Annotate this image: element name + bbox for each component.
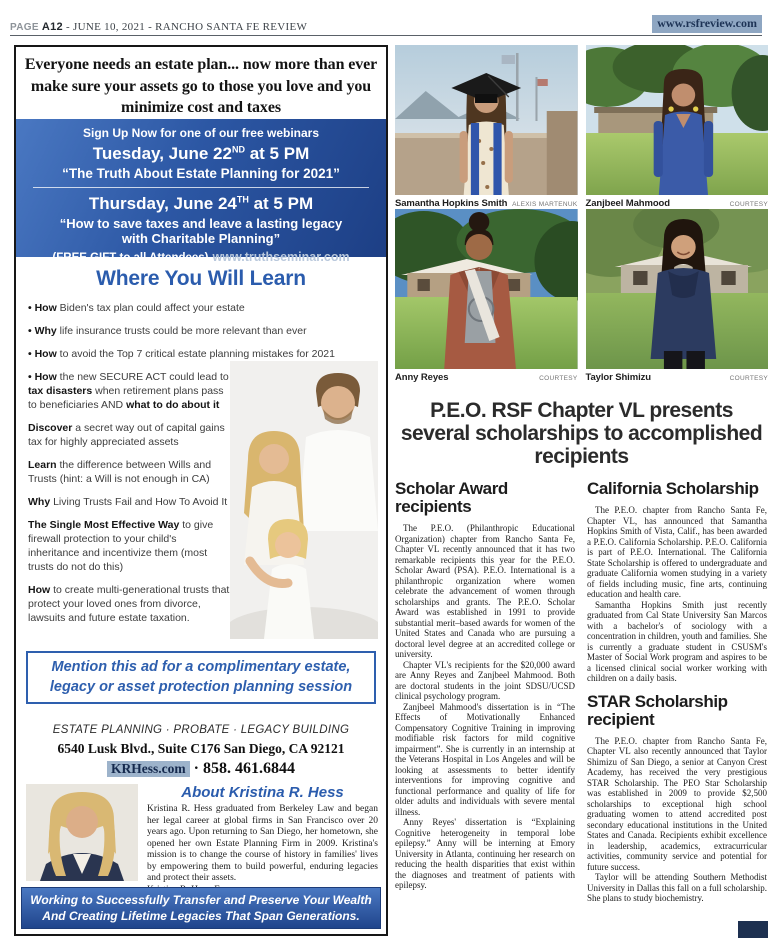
article-paragraph: The P.E.O. (Philanthropic Educational Organization) chapter from Rancho Santa Fe, Chapter VL recently announced that it has two remarkable recipients this year for the P.E.O. Scholar Award (PSA). P.E.O. International is a philanthropic organization where women celebrate the advancement of women through scholarships and grants. The P.E.O. Scholar Award was established in 1991 to provide substantial merit–based awards for women of the United States and Canada who are pursuing a doctoral level degree at an accredited college or university. <box>395 523 575 659</box>
webinar-website-link[interactable]: www.truthseminar.com <box>212 250 350 264</box>
photo-credit: COURTESY <box>729 201 768 208</box>
page-number: A12 <box>41 21 63 33</box>
webinar-box <box>16 119 386 264</box>
learn-bullet: • How the new SECURE ACT could lead to tax disasters when retirement plans pass to beneficiaries AND what to do about it <box>28 371 229 411</box>
photo-name: Zanjbeel Mahmood <box>585 198 670 209</box>
about-text <box>147 784 378 884</box>
estate-plan-ad <box>14 45 388 936</box>
article-paragraph: Chapter VL's recipients for the $20,000 award are Anny Reyes and Zanjbeel Mahmood. Both are doctoral students in the joint SDSU/UCSD clinical psychology program. <box>395 659 575 701</box>
photo-taylor-caption <box>586 369 768 383</box>
photo-samantha-caption <box>395 195 578 209</box>
webinar-signup-line: Sign Up Now for one of our free webinars <box>82 126 319 140</box>
article-paragraph: The P.E.O. chapter from Rancho Santa Fe, Chapter VL also recently announced that Taylor Shimizu of San Diego, a senior at Canyon Crest Academy, has received the very prestigious STAR Scholarship. The PEO Star Scholarship was established in 2009 to provide $2,500 scholarships to exceptional high school graduating women to attend accredited post secondary educational institutions in the United States and Canada. Recipients exhibit excellence in leadership, academics, extracurricular activities, community service and potential for future success. <box>587 735 767 872</box>
learn-bullet: Discover a secret way out of capital gains tax for highly appreciated assets <box>28 422 225 448</box>
about-title: About Kristina R. Hess <box>181 784 344 801</box>
kristina-bio: Kristina R. Hess graduated from Berkeley Law and began her legal career at global firms in San Francisco over 20 years ago. Upon returning to San Diego, her hometown, she opened her own Estate Planning Firm in 2009. Kristina's mission is to change the course of history in families' lives by empowering them to build powerful, enduring legacies and protect their assets. <box>147 804 378 883</box>
webinar-event1-date <box>22 144 380 164</box>
photo-anny-caption <box>395 369 578 383</box>
article-paragraph: Samantha Hopkins Smith just recently graduated from Cal State University San Marcos with a bachelor's of sociology with a concentration in children, youth and families. She is currently a graduate student in CSUSM's Master of Social Work program and aspires to be a licensed clinical social worker working with children on a daily basis. <box>587 599 767 683</box>
photo-zanjbeel-caption <box>586 195 768 209</box>
learn-bullet: Why Living Trusts Fail and How To Avoid It <box>28 496 228 508</box>
page-corner-tab <box>738 921 768 938</box>
news-article <box>395 45 768 938</box>
photo-name: Anny Reyes <box>395 372 449 383</box>
photo-credit: COURTESY <box>729 375 768 382</box>
ad-headline: Everyone needs an estate plan... now more than ever make sure your assets go to those you love and you minimize cost and taxes <box>24 56 378 117</box>
family-photo-image <box>230 361 378 639</box>
webinar-divider <box>33 187 370 188</box>
page-label: PAGE <box>10 22 39 33</box>
learn-bullet: • Why life insurance trusts could be more relevant than ever <box>28 325 307 337</box>
bullet-marker: • <box>28 302 35 314</box>
kristina-hess-photo <box>26 784 138 881</box>
article-paragraph: Anny Reyes' dissertation is “Explaining Cognitive heterogeneity in temporal lobe epilepsy.” Anny will be interning at Emory University in Atlanta, continuing her research on reducing the health disparities that exist within the diagnoses and treatment of patients with epilepsy. <box>395 817 575 890</box>
photo-zanjbeel <box>586 45 768 209</box>
ad-footer-line2: And Creating Lifetime Legacies That Span Generations. <box>42 908 360 923</box>
photo-anny <box>395 209 578 383</box>
learn-section <box>16 257 386 647</box>
article-columns <box>395 478 768 924</box>
learn-bullet: How to create multi-generational trusts that protect your loved ones from divorce, lawsuits and future estate taxation. <box>28 584 230 624</box>
event1-date-ordinal: ND <box>231 144 245 155</box>
masthead <box>10 16 762 36</box>
ad-contact-block <box>16 717 386 781</box>
webinar-event2-title: “How to save taxes and leave a lasting legacy with Charitable Planning” <box>59 216 343 246</box>
photo-zanjbeel-image <box>586 45 768 195</box>
masthead-page-info <box>10 21 307 33</box>
photo-credit: COURTESY <box>539 375 578 382</box>
section-heading: STAR Scholarship recipient <box>587 691 728 729</box>
photo-samantha-image <box>395 45 578 195</box>
ad-footer-line1: Working to Successfully Transfer and Preserve Your Wealth <box>30 893 372 907</box>
learn-bullet: • How to avoid the Top 7 critical estate planning mistakes for 2021 <box>28 348 335 360</box>
bullet-marker: • <box>28 348 35 360</box>
photo-grid <box>395 45 768 383</box>
learn-bullet: The Single Most Effective Way to give firewall protection to your child's inheritance and incentivize them (most trusts do not do this) <box>28 519 214 573</box>
section-heading: Scholar Award recipients <box>395 479 508 516</box>
photo-name: Samantha Hopkins Smith <box>395 198 508 209</box>
phone-number: · 858. 461.6844 <box>189 760 295 777</box>
photo-name: Taylor Shimizu <box>585 372 651 383</box>
photo-anny-image <box>395 209 578 369</box>
event2-date-ordinal: TH <box>236 194 249 205</box>
learn-bullet: • How Biden's tax plan could affect your estate <box>28 302 245 314</box>
article-column-right <box>587 478 767 924</box>
event2-date-time: at 5 PM <box>248 194 314 213</box>
mention-offer: Mention this ad for a complimentary estate, legacy or asset protection planning session <box>26 651 376 704</box>
section-heading: California Scholarship <box>587 479 759 498</box>
office-address: 6540 Lusk Blvd., Suite C176 San Diego, CA 92121 <box>57 741 345 756</box>
event1-date-time: at 5 PM <box>244 144 310 163</box>
event1-date-main: Tuesday, June 22 <box>92 144 232 163</box>
photo-taylor <box>586 209 768 383</box>
photo-samantha <box>395 45 578 209</box>
event2-date-main: Thursday, June 24 <box>88 194 237 213</box>
krhess-website-link[interactable]: KRHess.com <box>107 761 190 777</box>
about-section <box>16 781 386 884</box>
article-paragraph: Zanjbeel Mahmood's dissertation is in “The Effects of Motivationally Enhanced Compensatory Cognitive Training in improving modifiable risk factors for mild cognitive impairment”. She is currently in an internship at the Veterans Hospital in Los Angeles and will be looking at assessments to better identify interventions for improving cognitive and functional performance and quality of life for older adults and individuals with severe mental illness. <box>395 701 575 817</box>
masthead-website-link[interactable]: www.rsfreview.com <box>652 15 762 33</box>
learn-title: Where You Will Learn <box>96 267 306 290</box>
webinar-event1-title: “The Truth About Estate Planning for 2021” <box>62 166 340 181</box>
bullet-marker: • <box>28 325 35 337</box>
article-paragraph: Taylor will be attending Southern Methodist University in Dallas this fall on a full scholarship. She plans to study biochemistry. <box>587 872 767 903</box>
bullet-marker: • <box>28 371 35 383</box>
learn-bullet: Learn the difference between Wills and Trusts (hint: a Will is not enough in CA) <box>28 459 212 485</box>
photo-credit: ALEXIS MARTENUK <box>512 201 578 208</box>
article-column-left <box>395 478 575 924</box>
free-gift-text: (FREE GIFT to all Attendees) <box>52 252 209 264</box>
photo-taylor-image <box>586 209 768 369</box>
contact-line <box>16 760 386 778</box>
masthead-date-line: - JUNE 10, 2021 - RANCHO SANTA FE REVIEW <box>62 21 308 33</box>
webinar-event2-date <box>22 194 380 214</box>
mention-offer-wrap <box>16 647 386 717</box>
ad-footer-banner <box>21 887 381 929</box>
services-line: ESTATE PLANNING · PROBATE · LEGACY BUILDING <box>52 724 350 736</box>
article-paragraph: The P.E.O. chapter from Rancho Santa Fe, Chapter VL, has announced that Samantha Hopkins Smith of Vista, Calif., has been awarded a P.E.O. California Scholarship. P.E.O. California is part of P.E.O. International. The California State Scholarship is offered to undergraduate and graduate California women studying in a variety of fields including music, fine arts, continuing education and health care. <box>587 505 767 599</box>
article-headline: P.E.O. RSF Chapter VL presents several scholarships to accomplished recipients <box>400 399 763 468</box>
